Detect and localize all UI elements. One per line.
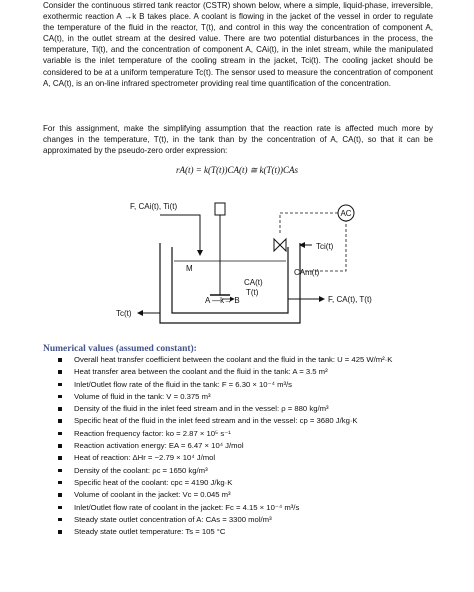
bullet-icon xyxy=(58,395,62,399)
bullet-icon xyxy=(58,419,62,423)
inlet-feed-line xyxy=(160,215,200,255)
bullet-icon xyxy=(58,383,62,387)
numerical-values-list xyxy=(58,354,392,538)
temperature-label: T(t) xyxy=(246,288,259,297)
concentration-label: CA(t) xyxy=(244,278,263,287)
value-text: Heat transfer area between the coolant and the fluid in the tank: A = 3.5 m² xyxy=(74,367,328,377)
bullet-icon xyxy=(58,432,62,436)
bullet-icon xyxy=(58,530,62,534)
value-item xyxy=(58,514,392,526)
bullet-icon xyxy=(58,506,62,510)
value-text: Overall heat transfer coefficient between the coolant and the fluid in the tank: U = 425 W/m²·K xyxy=(74,355,393,364)
reaction-label: A —k→ B xyxy=(205,296,240,305)
control-valve xyxy=(274,239,286,251)
value-item xyxy=(58,354,392,366)
bullet-icon xyxy=(58,481,62,485)
tank-label: M xyxy=(186,264,193,273)
outlet-label: F, CA(t), T(t) xyxy=(328,295,372,304)
value-item xyxy=(58,403,392,415)
value-text: Reaction frequency factor: ko = 2.87 × 10⁵ s⁻¹ xyxy=(74,428,231,438)
assumption-paragraph: For this assignment, make the simplifying assumption that the reaction rate is affected much more by changes in the temperature, T(t), in the tank than by the concentration of A, CA(t), so that it can be approximated by the pseudo-zero order expression: xyxy=(43,124,433,156)
bullet-icon xyxy=(58,456,62,460)
bullet-icon xyxy=(58,469,62,473)
value-text: Reaction activation energy: EA = 6.47 × 10⁴ J/mol xyxy=(74,441,244,451)
measurement-label: CAm(t) xyxy=(294,268,320,277)
value-item xyxy=(58,477,392,489)
bullet-icon xyxy=(58,358,62,362)
value-item xyxy=(58,526,392,538)
value-text: Heat of reaction: ΔHr = −2.79 × 10⁴ J/mol xyxy=(74,453,216,463)
value-text: Inlet/Outlet flow rate of the fluid in the tank: F = 6.30 × 10⁻⁴ m³/s xyxy=(74,379,293,389)
stirrer-motor xyxy=(215,203,225,215)
value-item xyxy=(58,440,392,452)
value-item xyxy=(58,489,392,501)
inlet-label: F, CAi(t), Ti(t) xyxy=(130,202,178,211)
coolant-out-label: Tc(t) xyxy=(116,309,132,318)
value-text: Steady state outlet concentration of A: CAs = 3300 mol/m³ xyxy=(74,514,272,524)
value-item xyxy=(58,502,392,514)
value-text: Inlet/Outlet flow rate of coolant in the jacket: Fc = 4.15 × 10⁻⁴ m³/s xyxy=(74,502,300,512)
value-text: Volume of fluid in the tank: V = 0.375 m³ xyxy=(74,391,211,401)
bullet-icon xyxy=(58,407,62,411)
value-text: Specific heat of the coolant: cpc = 4190 J/kg·K xyxy=(74,477,233,487)
bullet-icon xyxy=(58,518,62,522)
value-item xyxy=(58,391,392,403)
value-item xyxy=(58,465,392,477)
value-item xyxy=(58,379,392,391)
value-text: Steady state outlet temperature: Ts = 105 °C xyxy=(74,527,226,537)
jacket-outer-wall xyxy=(160,243,300,323)
value-text: Density of the fluid in the inlet feed stream and in the vessel: ρ = 880 kg/m³ xyxy=(74,404,329,414)
control-signal-line xyxy=(280,213,338,235)
value-text: Specific heat of the fluid in the inlet feed stream and in the vessel: cp = 3680 J/kg·K xyxy=(74,416,358,426)
rate-equation: rA(t) = k(T(t))CA(t) ≅ k(T(t))CAs xyxy=(175,165,299,175)
value-item xyxy=(58,428,392,440)
numerical-values-title: Numerical values (assumed constant): xyxy=(43,344,197,354)
value-item xyxy=(58,366,392,378)
value-item xyxy=(58,452,392,464)
bullet-icon xyxy=(58,493,62,497)
analyzer-label: AC xyxy=(340,209,352,218)
value-item xyxy=(58,415,392,427)
value-text: Volume of coolant in the jacket: Vc = 0.045 m³ xyxy=(74,490,231,500)
cstr-diagram xyxy=(0,195,474,343)
coolant-in-label: Tci(t) xyxy=(316,242,334,251)
intro-paragraph: Consider the continuous stirred tank reactor (CSTR) shown below, where a simple, liquid-phase, irreversible, exothermic reaction A →k B takes place. A coolant is flowing in the jacket of the vessel in order to regulate the temperature of the fluid in the reactor, T(t), and control in this way the concentration of component A, CA(t), in the outlet stream at the desired value. There are two potential disturbances in the process, the temperature, Ti(t), and the concentration of component A, CAi(t), in the inlet stream, while the manipulated variable is the inlet temperature of the cooling stream in the jacket, Tci(t). The cooling jacket should be considered to be at a uniform temperature Tc(t). The sensor used to measure the concentration of component A, CA(t), is an on-line infrared spectrometer providing real time quantification of the concentration. xyxy=(43,1,433,88)
bullet-icon xyxy=(58,370,62,374)
value-text: Density of the coolant: ρc = 1650 kg/m³ xyxy=(74,465,208,475)
bullet-icon xyxy=(58,444,62,448)
